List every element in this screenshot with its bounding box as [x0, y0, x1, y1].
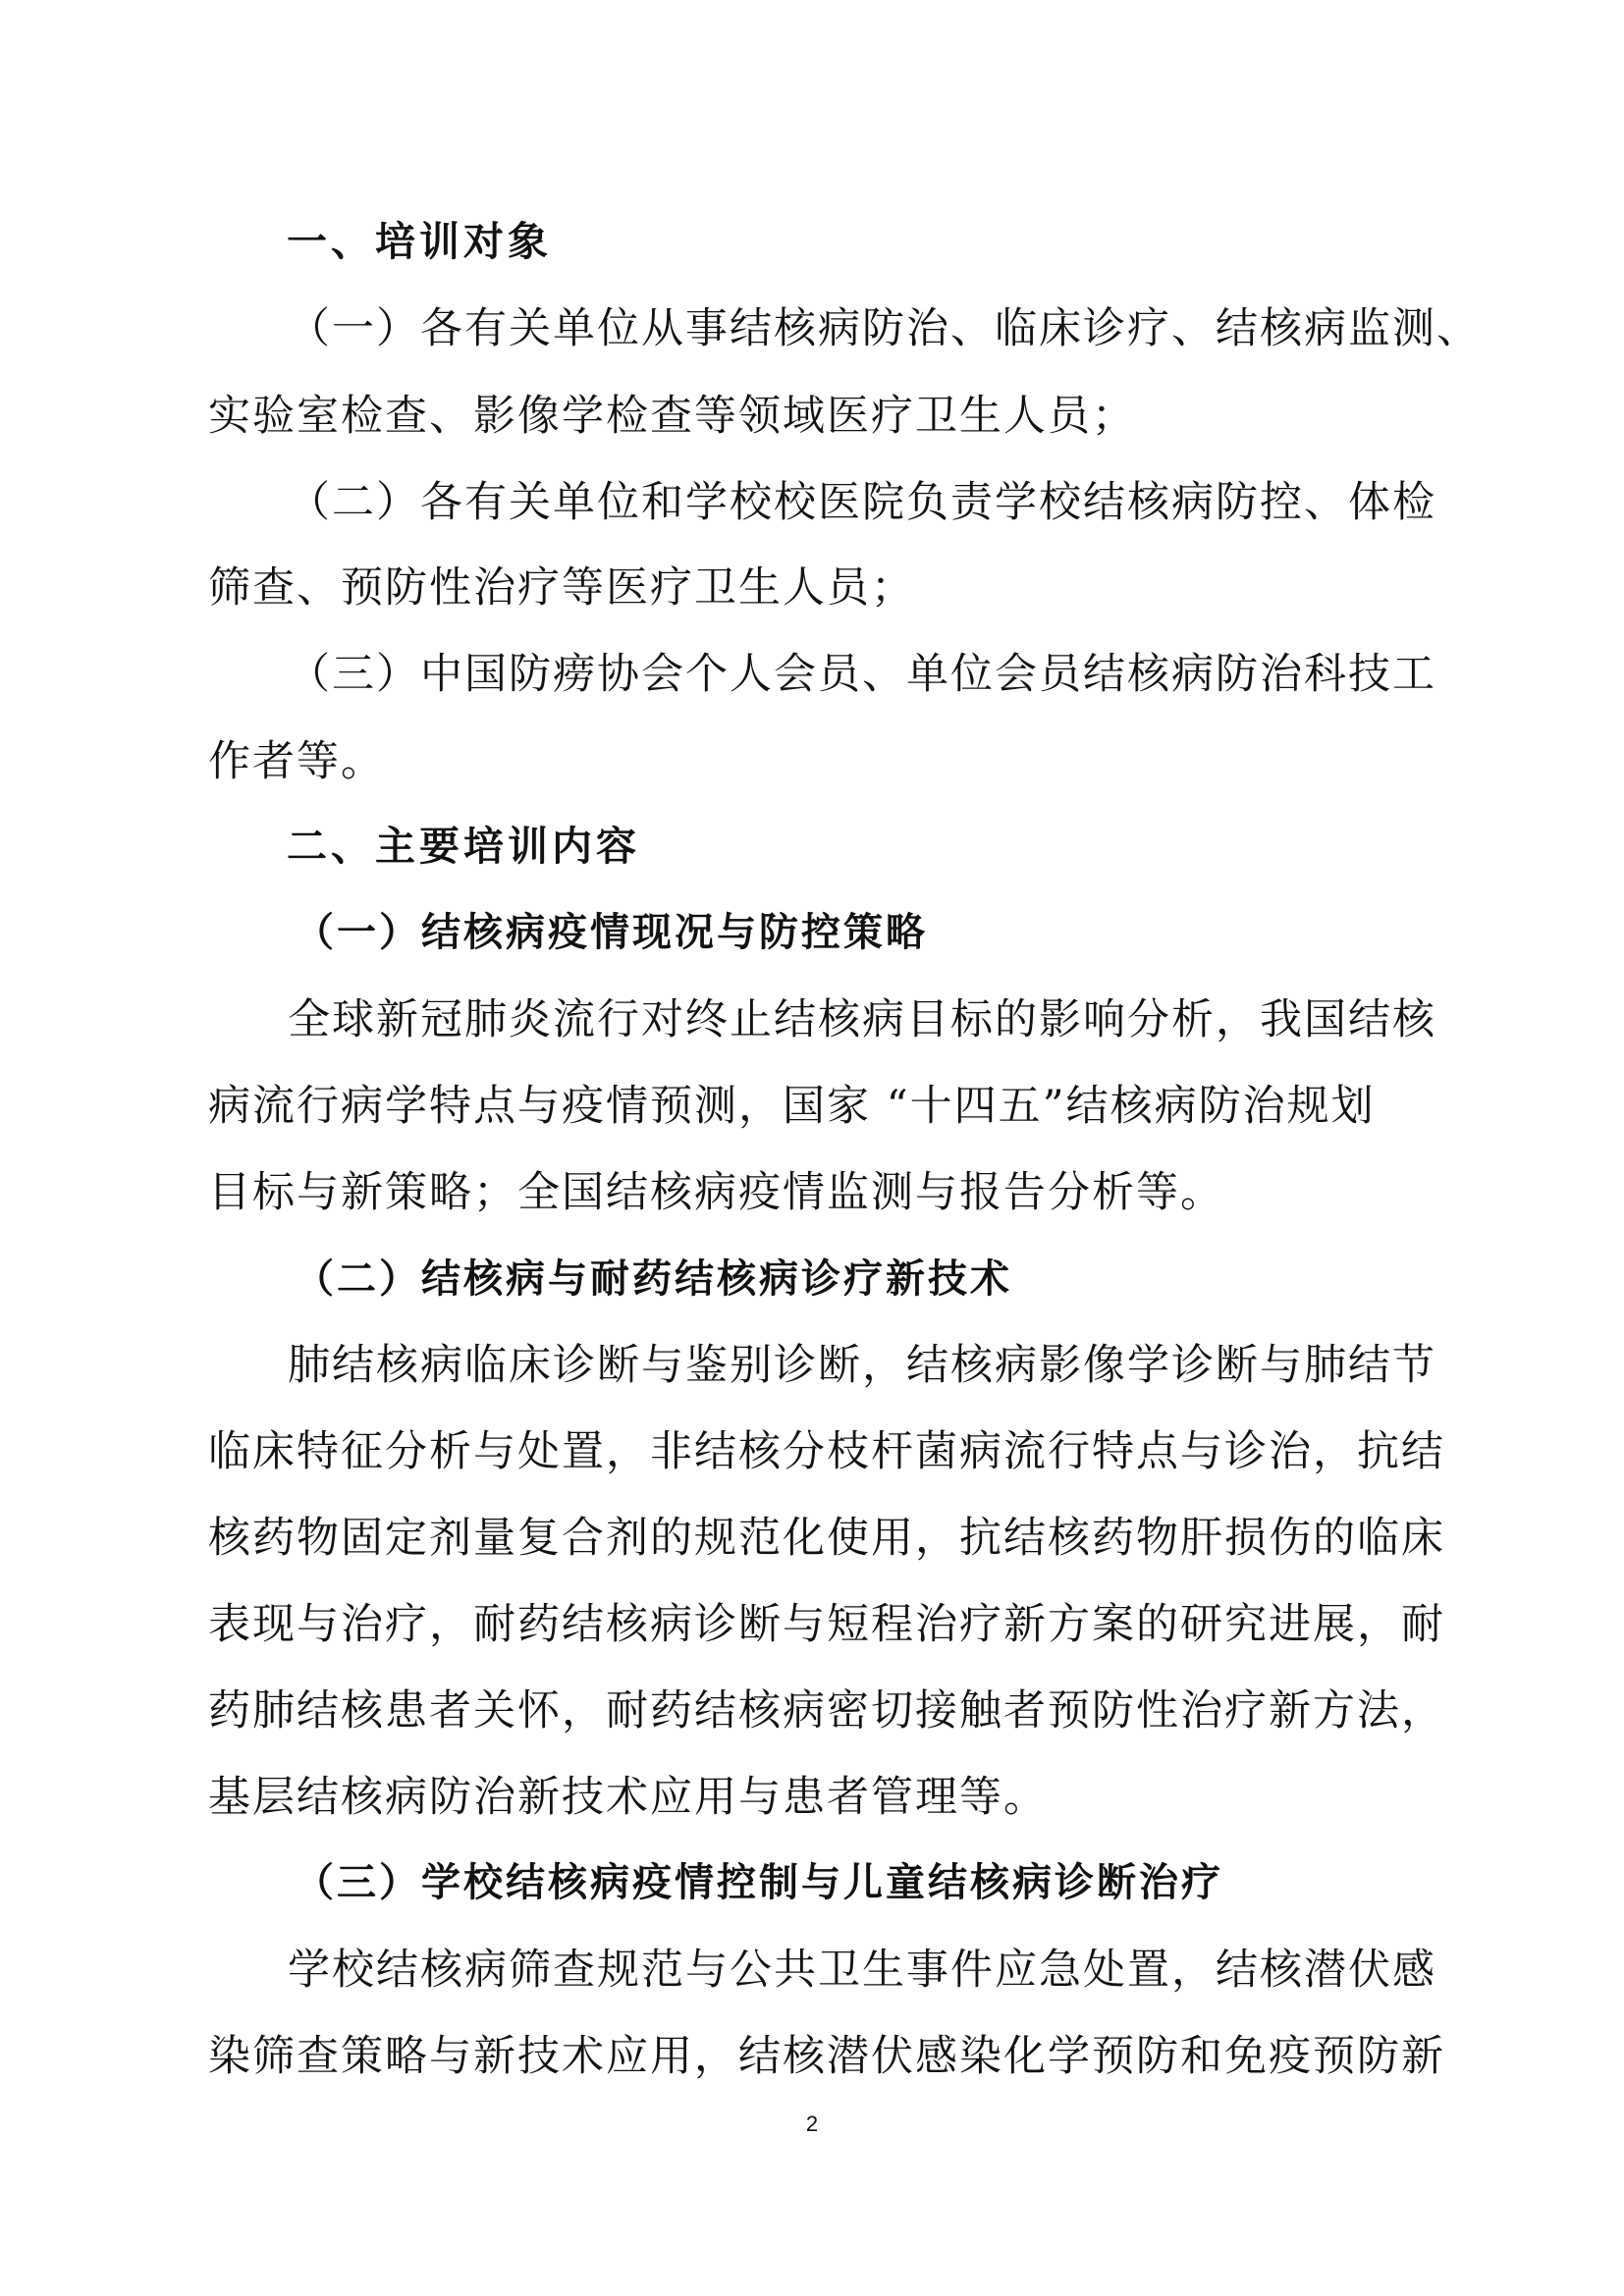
section-heading: 二、主要培训内容: [287, 823, 640, 870]
paragraph-line: 作者等。: [208, 737, 385, 786]
paragraph-line: 实验室检查、影像学检查等领域医疗卫生人员；: [208, 392, 1136, 441]
paragraph-line: 核药物固定剂量复合剂的规范化使用，抗结核药物肝损伤的临床: [208, 1514, 1445, 1563]
paragraph-line: 药肺结核患者关怀，耐药结核病密切接触者预防性治疗新方法，: [208, 1686, 1445, 1735]
paragraph-line: 表现与治疗，耐药结核病诊断与短程治疗新方案的研究进展，耐: [208, 1600, 1445, 1649]
paragraph-line: 基层结核病防治新技术应用与患者管理等。: [208, 1773, 1048, 1822]
paragraph-line: （二）各有关单位和学校校医院负责学校结核病防控、体检: [288, 478, 1436, 527]
paragraph-line: 全球新冠肺炎流行对终止结核病目标的影响分析，我国结核: [288, 995, 1436, 1044]
paragraph-line: 学校结核病筛查规范与公共卫生事件应急处置，结核潜伏感: [288, 1946, 1436, 1995]
paragraph-line: 病流行病学特点与疫情预测，国家 “十四五”结核病防治规划: [208, 1082, 1376, 1131]
section-heading: 一、培训对象: [287, 218, 552, 265]
paragraph-line: （一）各有关单位从事结核病防治、临床诊疗、结核病监测、: [288, 304, 1481, 353]
paragraph-line: 目标与新策略；全国结核病疫情监测与报告分析等。: [208, 1168, 1224, 1217]
paragraph-line: 染筛查策略与新技术应用，结核潜伏感染化学预防和免疫预防新: [208, 2032, 1445, 2081]
paragraph-line: 筛查、预防性治疗等医疗卫生人员；: [208, 563, 915, 613]
page-number: 2: [805, 2111, 819, 2136]
paragraph-line: 肺结核病临床诊断与鉴别诊断，结核病影像学诊断与肺结节: [288, 1341, 1436, 1390]
paragraph-line: 临床特征分析与处置，非结核分枝杆菌病流行特点与诊治，抗结: [208, 1427, 1445, 1476]
subsection-heading: （三）学校结核病疫情控制与儿童结核病诊断治疗: [295, 1860, 1223, 1905]
paragraph-line: （三）中国防痨协会个人会员、单位会员结核病防治科技工: [288, 650, 1436, 699]
subsection-heading: （一）结核病疫情现况与防控策略: [295, 910, 928, 955]
subsection-heading: （二）结核病与耐药结核病诊疗新技术: [295, 1256, 1012, 1302]
